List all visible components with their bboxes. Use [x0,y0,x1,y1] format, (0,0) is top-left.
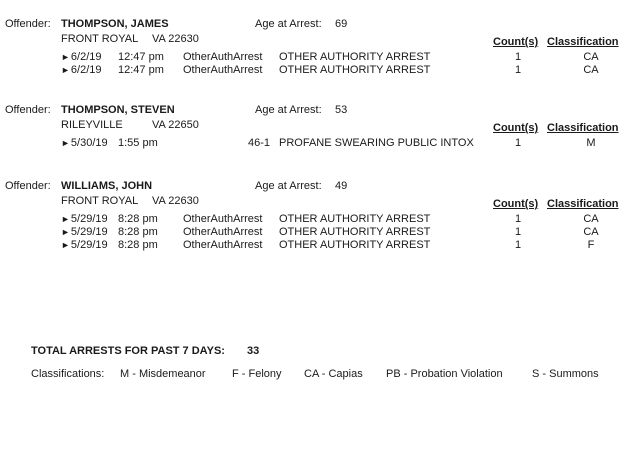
charge-classification: CA [583,64,599,76]
classification-header: Classification [547,198,619,210]
charge-code: OtherAuthArrest [183,213,263,225]
charge-classification: CA [583,226,599,238]
charge-date: 5/29/19 [70,239,108,251]
charge-count: 1 [514,239,522,251]
charge-count: 1 [514,51,522,63]
offender-label: Offender: [5,180,51,192]
arrow-icon: ► [61,52,70,62]
offender-city: FRONT ROYAL [61,33,139,45]
age-label: Age at Arrest: [255,180,322,192]
charge-description: OTHER AUTHORITY ARREST [279,51,431,63]
offender-name: WILLIAMS, JOHN [61,180,153,192]
total-label: TOTAL ARRESTS FOR PAST 7 DAYS: [31,345,225,357]
age-label: Age at Arrest: [255,18,322,30]
counts-header: Count(s) [493,122,539,134]
charge-time: 12:47 pm [118,64,164,76]
offender-city: FRONT ROYAL [61,195,139,207]
classification-legend-item: F - Felony [232,368,282,380]
charge-time: 1:55 pm [118,137,158,149]
charge-date: 6/2/19 [70,64,102,76]
offender-label: Offender: [5,18,51,30]
charge-description: OTHER AUTHORITY ARREST [279,226,431,238]
charge-date: 6/2/19 [70,51,102,63]
charge-row [61,239,108,252]
age-label: Age at Arrest: [255,104,322,116]
total-value: 33 [247,345,260,357]
arrow-icon: ► [61,214,70,224]
charge-row [61,226,108,239]
offender-age: 53 [335,104,348,116]
offender-city: RILEYVILLE [61,119,123,131]
charge-time: 8:28 pm [118,213,158,225]
counts-header: Count(s) [493,198,539,210]
charge-classification: M [586,137,596,149]
classifications-label: Classifications: [31,368,105,380]
charge-count: 1 [514,137,522,149]
offender-age: 49 [335,180,348,192]
charge-time: 8:28 pm [118,239,158,251]
classification-header: Classification [547,122,619,134]
charge-description: PROFANE SWEARING PUBLIC INTOX [279,137,474,149]
arrow-icon: ► [61,240,70,250]
charge-row [61,51,102,64]
classification-legend-item: PB - Probation Violation [386,368,503,380]
charge-code: 46-1 [247,137,270,149]
charge-classification: CA [583,51,599,63]
classification-header: Classification [547,36,619,48]
offender-state-zip: VA 22630 [152,195,199,207]
charge-classification: CA [583,213,599,225]
offender-state-zip: VA 22650 [152,119,199,131]
charge-code: OtherAuthArrest [183,64,263,76]
arrow-icon: ► [61,227,70,237]
charge-count: 1 [514,64,522,76]
charge-date: 5/29/19 [70,213,108,225]
arrow-icon: ► [61,65,70,75]
counts-header: Count(s) [493,36,539,48]
charge-date: 5/30/19 [70,137,108,149]
offender-name: THOMPSON, STEVEN [61,104,175,116]
charge-description: OTHER AUTHORITY ARREST [279,213,431,225]
offender-label: Offender: [5,104,51,116]
classification-legend-item: M - Misdemeanor [120,368,206,380]
charge-time: 8:28 pm [118,226,158,238]
offender-age: 69 [335,18,348,30]
charge-count: 1 [514,226,522,238]
charge-classification: F [587,239,595,251]
charge-code: OtherAuthArrest [183,239,263,251]
charge-code: OtherAuthArrest [183,226,263,238]
charge-time: 12:47 pm [118,51,164,63]
offender-name: THOMPSON, JAMES [61,18,169,30]
charge-count: 1 [514,213,522,225]
charge-row [61,137,108,150]
offender-state-zip: VA 22630 [152,33,199,45]
charge-description: OTHER AUTHORITY ARREST [279,64,431,76]
charge-row [61,213,108,226]
charge-code: OtherAuthArrest [183,51,263,63]
charge-description: OTHER AUTHORITY ARREST [279,239,431,251]
classification-legend-item: S - Summons [532,368,599,380]
classification-legend-item: CA - Capias [304,368,363,380]
charge-row [61,64,102,77]
charge-date: 5/29/19 [70,226,108,238]
arrow-icon: ► [61,138,70,148]
